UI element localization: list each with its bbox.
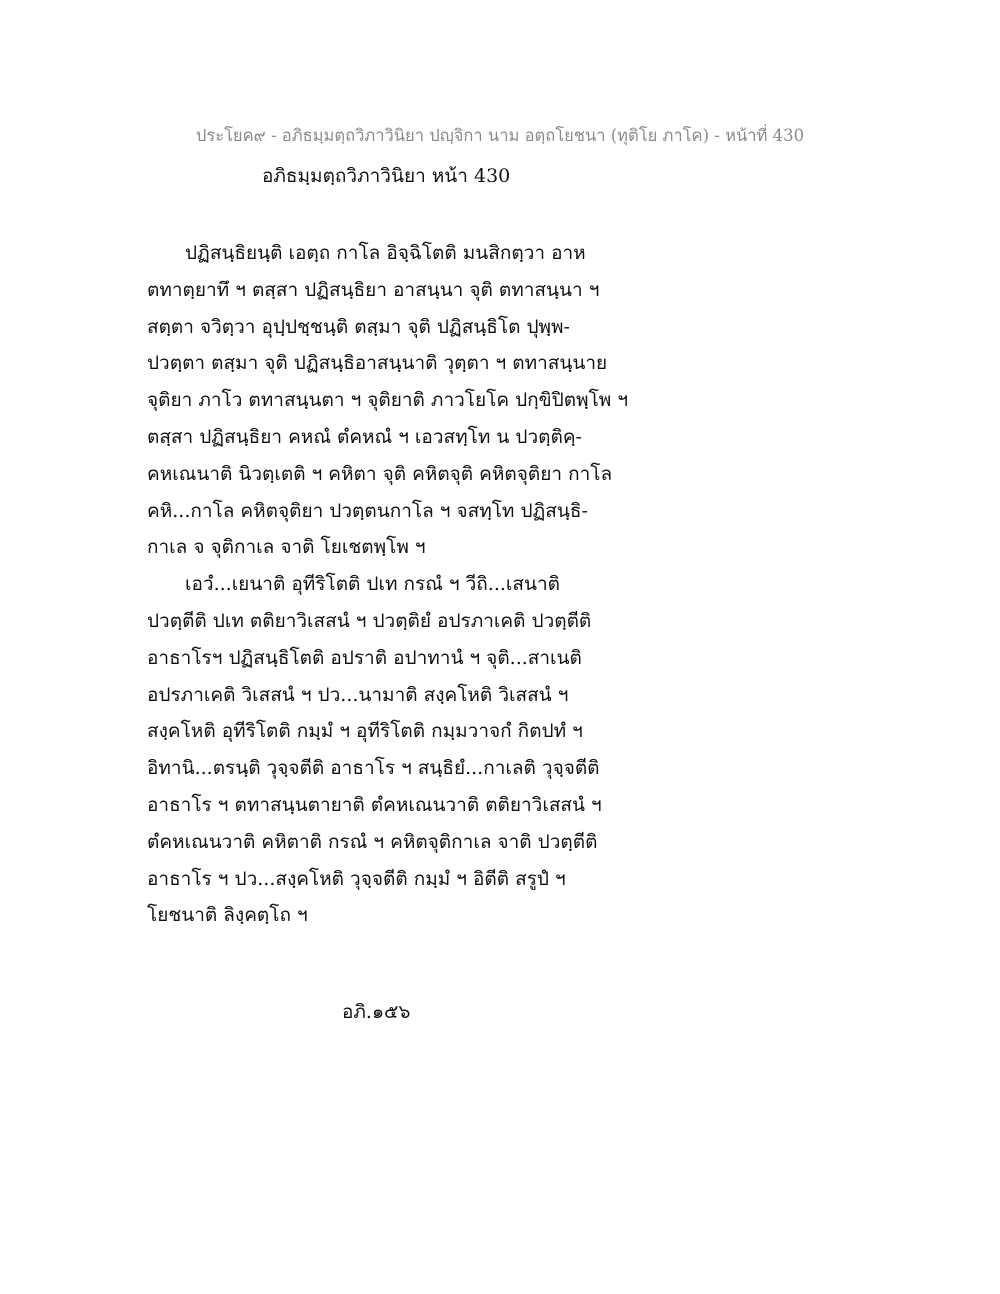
- text-line: อปรภาเคติ วิเสสนํ ฯ ปว...นามาติ สงฺคโหติ วิเสสนํ ฯ: [147, 683, 569, 706]
- text-line: ตํคหเณนวาติ คหิตาติ กรณํ ฯ คหิตจุติกาเล จาติ ปวตฺตีติ: [147, 830, 598, 853]
- page-title: อภิธมฺมตฺถวิภาวินิยา หน้า 430: [262, 165, 511, 187]
- body-text: [147, 235, 667, 934]
- text-line: กาเล จ จุติกาเล จาติ โยเชตพฺโพ ฯ: [147, 536, 426, 559]
- text-line: จุติยา ภาโว ตทาสนฺนตา ฯ จุติยาติ ภาวโยโค ปกฺขิปิตพฺโพ ฯ: [147, 389, 629, 412]
- text-line: เอวํ...เยนาติ อุทีริโตติ ปเท กรณํ ฯ วีถิ...เสนาติ: [185, 573, 560, 596]
- text-line: อาธาโร ฯ ปว...สงฺคโหติ วุจฺจตีติ กมฺมํ ฯ อิตีติ สรูปํ ฯ: [147, 867, 566, 890]
- text-line: ปวตฺตีติ ปเท ตติยาวิเสสนํ ฯ ปวตฺติยํ อปรภาเคติ ปวตฺตีติ: [147, 609, 592, 632]
- page-code: อภิ.๑๕๖: [342, 1001, 411, 1023]
- text-line: สงฺคโหติ อุทีริโตติ กมฺมํ ฯ อุทีริโตติ กมฺมวาจกํ กิตปทํ ฯ: [147, 720, 583, 743]
- text-line: ตทาตฺยาทึ ฯ ตสฺสา ปฏิสนฺธิยา อาสนฺนา จุติ ตทาสนฺนา ฯ: [147, 278, 600, 301]
- text-line: ปวตฺตา ตสฺมา จุติ ปฏิสนฺธิอาสนฺนาติ วุตฺตา ฯ ตทาสนฺนาย: [147, 352, 608, 375]
- text-line: สตฺตา จวิตฺวา อุปฺปชฺชนฺติ ตสฺมา จุติ ปฏิสนฺธิโต ปุพฺพ-: [147, 315, 570, 338]
- text-line: ตสฺสา ปฏิสนฺธิยา คหณํ ตํคหณํ ฯ เอวสทฺโท น ปวตฺติคฺ-: [147, 425, 582, 448]
- text-line: ปฏิสนฺธิยนฺติ เอตฺถ กาโล อิจฺฉิโตติ มนสิกตฺวา อาห: [185, 242, 586, 264]
- text-line: คหเณนาติ นิวตฺเตติ ฯ คหิตา จุติ คหิตจุติ คหิตจุติยา กาโล: [147, 462, 613, 485]
- running-header: ประโยค๙ - อภิธมฺมตฺถวิภาวินิยา ปญฺจิกา นาม อตฺถโยชนา (ทุติโย ภาโค) - หน้าที่ 430: [195, 126, 805, 145]
- text-line: อิทานิ...ตรนฺติ วุจฺจตีติ อาธาโร ฯ สนฺธิยํ...กาเลติ วุจฺจตีติ: [147, 757, 600, 780]
- text-line: คหิ...กาโล คหิตจุติยา ปวตฺตนกาโล ฯ จสทฺโท ปฏิสนฺธิ-: [147, 499, 588, 522]
- text-line: อาธาโร ฯ ตทาสนฺนตายาติ ตํคหเณนวาติ ตติยาวิเสสนํ ฯ: [147, 793, 602, 816]
- text-line: อาธาโรฯ ปฏิสนฺธิโตติ อปราติ อปาทานํ ฯ จุติ...สาเนติ: [147, 646, 582, 669]
- text-line: โยชนาติ ลิงฺคตฺโถ ฯ: [147, 904, 308, 927]
